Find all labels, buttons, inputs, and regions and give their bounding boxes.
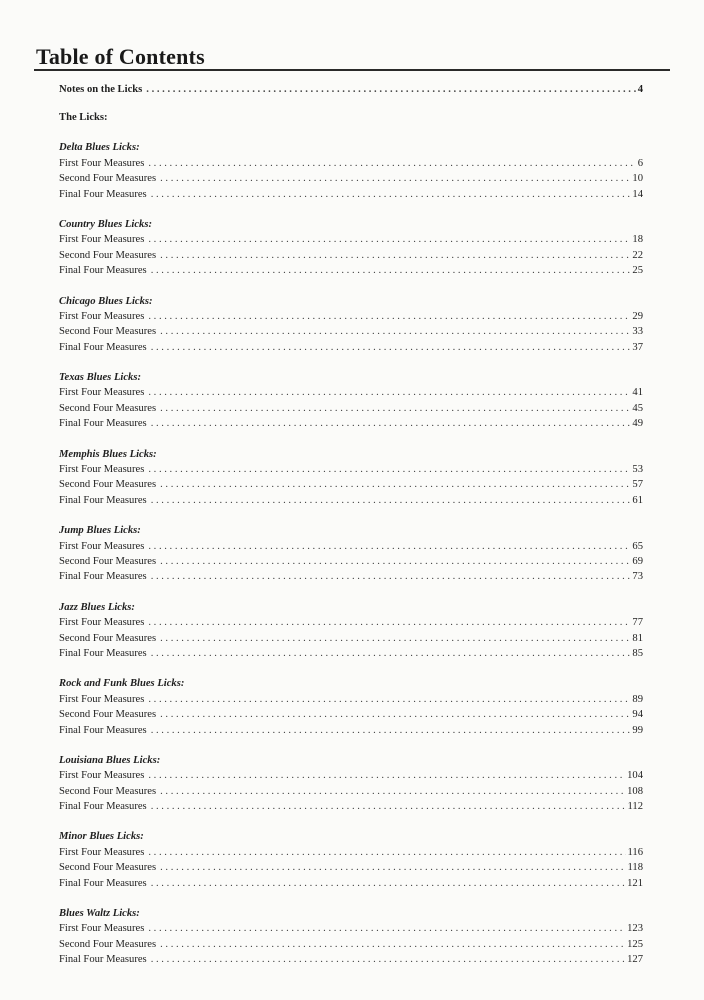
entry-label: Second Four Measures — [59, 632, 157, 644]
dot-leader — [160, 860, 625, 875]
toc-entry-notes[interactable] — [59, 82, 643, 97]
dot-leader — [151, 493, 631, 508]
toc-section — [59, 829, 643, 891]
entry-label: Second Four Measures — [59, 862, 157, 874]
entry-page: 14 — [632, 188, 643, 200]
entry-page: 127 — [627, 954, 643, 966]
entry-page: 77 — [632, 617, 643, 629]
entry-label: Second Four Measures — [59, 326, 157, 338]
toc-entry[interactable] — [59, 401, 643, 416]
entry-page: 65 — [632, 540, 643, 552]
toc-entry[interactable] — [59, 232, 643, 247]
entry-page: 37 — [632, 341, 643, 353]
entry-label: Second Four Measures — [59, 402, 157, 414]
section-heading: Minor Blues Licks: — [59, 831, 144, 843]
entry-label: Final Four Measures — [59, 724, 147, 736]
dot-leader — [151, 646, 631, 661]
entry-label: First Four Measures — [59, 693, 145, 705]
toc-entry[interactable] — [59, 615, 643, 630]
toc-section — [59, 370, 643, 432]
toc-entry[interactable] — [59, 309, 643, 324]
entry-label: Final Four Measures — [59, 188, 147, 200]
dot-leader — [151, 187, 631, 202]
entry-label: Final Four Measures — [59, 954, 147, 966]
entry-page: 10 — [632, 173, 643, 185]
toc-entry[interactable] — [59, 799, 643, 814]
toc-section — [59, 523, 643, 585]
toc-entry[interactable] — [59, 263, 643, 278]
entry-page: 112 — [627, 801, 643, 813]
toc-section — [59, 140, 643, 202]
entry-label: Final Four Measures — [59, 418, 147, 430]
section-heading: Jump Blues Licks: — [59, 525, 141, 537]
toc-entry[interactable] — [59, 845, 643, 860]
dot-leader — [148, 156, 635, 171]
entry-page: 45 — [632, 402, 643, 414]
entry-page: 61 — [632, 494, 643, 506]
dot-leader — [151, 723, 631, 738]
entry-page: 94 — [632, 709, 643, 721]
toc-entry[interactable] — [59, 937, 643, 952]
toc-entry[interactable] — [59, 248, 643, 263]
toc-entry[interactable] — [59, 860, 643, 875]
entry-label: Final Four Measures — [59, 647, 147, 659]
toc-section — [59, 217, 643, 279]
dot-leader — [148, 692, 630, 707]
section-heading: Memphis Blues Licks: — [59, 448, 157, 460]
toc-section — [59, 447, 643, 509]
entry-label: Second Four Measures — [59, 785, 157, 797]
entry-label: First Four Measures — [59, 923, 145, 935]
entry-label: Final Four Measures — [59, 877, 147, 889]
entry-label: Second Four Measures — [59, 479, 157, 491]
dot-leader — [148, 921, 625, 936]
toc-entry[interactable] — [59, 156, 643, 171]
entry-page: 99 — [632, 724, 643, 736]
entry-label: Final Four Measures — [59, 571, 147, 583]
toc-entry[interactable] — [59, 539, 643, 554]
dot-leader — [151, 569, 631, 584]
section-heading: Delta Blues Licks: — [59, 142, 140, 154]
entry-label: Second Four Measures — [59, 709, 157, 721]
entry-page: 18 — [632, 234, 643, 246]
page-title: Table of Contents — [36, 44, 205, 69]
dot-leader — [148, 232, 630, 247]
dot-leader — [148, 845, 625, 860]
toc-entry[interactable] — [59, 416, 643, 431]
toc-entry[interactable] — [59, 646, 643, 661]
entry-label: Final Four Measures — [59, 801, 147, 813]
entry-label: First Four Measures — [59, 770, 145, 782]
dot-leader — [160, 937, 625, 952]
dot-leader — [146, 82, 635, 97]
entry-label: Final Four Measures — [59, 341, 147, 353]
entry-page: 49 — [632, 418, 643, 430]
toc-entry[interactable] — [59, 554, 643, 569]
toc-entry[interactable] — [59, 385, 643, 400]
entry-label: First Four Measures — [59, 464, 145, 476]
section-heading: Rock and Funk Blues Licks: — [59, 678, 185, 690]
dot-leader — [160, 707, 630, 722]
section-heading: Texas Blues Licks: — [59, 372, 142, 384]
dot-leader — [148, 385, 630, 400]
toc-section — [59, 753, 643, 815]
entry-page: 85 — [632, 647, 643, 659]
toc-entry[interactable] — [59, 493, 643, 508]
toc-section — [59, 600, 643, 662]
section-heading: Jazz Blues Licks: — [59, 601, 135, 613]
toc-entry[interactable] — [59, 340, 643, 355]
toc-entry[interactable] — [59, 631, 643, 646]
entry-label: First Four Measures — [59, 846, 145, 858]
toc-entry[interactable] — [59, 462, 643, 477]
toc-entry[interactable] — [59, 692, 643, 707]
dot-leader — [148, 615, 630, 630]
entry-page: 81 — [632, 632, 643, 644]
dot-leader — [160, 248, 630, 263]
toc-entry[interactable] — [59, 707, 643, 722]
entry-page: 22 — [632, 249, 643, 261]
title-rule — [34, 69, 670, 71]
dot-leader — [148, 539, 630, 554]
entry-label: Second Four Measures — [59, 555, 157, 567]
entry-page: 25 — [632, 265, 643, 277]
entry-page: 89 — [632, 693, 643, 705]
dot-leader — [160, 171, 630, 186]
section-heading: Blues Waltz Licks: — [59, 908, 140, 920]
entry-page: 6 — [637, 157, 643, 169]
entry-page: 41 — [632, 387, 643, 399]
entry-page: 33 — [632, 326, 643, 338]
dot-leader — [151, 876, 625, 891]
entry-label: Second Four Measures — [59, 249, 157, 261]
dot-leader — [148, 462, 630, 477]
section-heading: Louisiana Blues Licks: — [59, 754, 161, 766]
entry-page: 118 — [627, 862, 643, 874]
dot-leader — [160, 631, 630, 646]
licks-heading: The Licks: — [59, 112, 108, 124]
toc-entry[interactable] — [59, 952, 643, 967]
entry-page: 123 — [627, 923, 643, 935]
toc-entry[interactable] — [59, 768, 643, 783]
entry-label: Final Four Measures — [59, 494, 147, 506]
entry-page: 121 — [627, 877, 643, 889]
toc-entry[interactable] — [59, 324, 643, 339]
entry-page: 116 — [627, 846, 643, 858]
entry-label: First Four Measures — [59, 310, 145, 322]
dot-leader — [151, 340, 631, 355]
dot-leader — [151, 416, 631, 431]
dot-leader — [160, 554, 630, 569]
entry-page: 4 — [637, 84, 643, 95]
entry-page: 73 — [632, 571, 643, 583]
toc-entry[interactable] — [59, 569, 643, 584]
toc-entry[interactable] — [59, 187, 643, 202]
entry-label: First Four Measures — [59, 157, 145, 169]
entry-page: 53 — [632, 464, 643, 476]
entry-page: 125 — [627, 938, 643, 950]
toc-entry[interactable] — [59, 171, 643, 186]
toc-list — [59, 80, 643, 968]
entry-label: First Four Measures — [59, 234, 145, 246]
section-heading: Country Blues Licks: — [59, 218, 153, 230]
entry-label: Final Four Measures — [59, 265, 147, 277]
entry-label: Notes on the Licks — [59, 84, 143, 95]
entry-label: First Four Measures — [59, 387, 145, 399]
section-heading: Chicago Blues Licks: — [59, 295, 153, 307]
dot-leader — [160, 324, 630, 339]
entry-label: Second Four Measures — [59, 938, 157, 950]
dot-leader — [160, 784, 625, 799]
toc-entry[interactable] — [59, 876, 643, 891]
dot-leader — [151, 799, 626, 814]
dot-leader — [160, 401, 630, 416]
dot-leader — [148, 768, 625, 783]
entry-page: 57 — [632, 479, 643, 491]
entry-page: 29 — [632, 310, 643, 322]
toc-entry[interactable] — [59, 921, 643, 936]
entry-page: 108 — [627, 785, 643, 797]
entry-label: First Four Measures — [59, 540, 145, 552]
entry-page: 104 — [627, 770, 643, 782]
entry-page: 69 — [632, 555, 643, 567]
entry-label: First Four Measures — [59, 617, 145, 629]
toc-entry[interactable] — [59, 477, 643, 492]
toc-section — [59, 294, 643, 356]
toc-section — [59, 906, 643, 968]
toc-section — [59, 676, 643, 738]
dot-leader — [151, 263, 631, 278]
dot-leader — [148, 309, 630, 324]
toc-entry[interactable] — [59, 784, 643, 799]
dot-leader — [151, 952, 625, 967]
sections — [59, 140, 643, 967]
toc-entry[interactable] — [59, 723, 643, 738]
dot-leader — [160, 477, 630, 492]
entry-label: Second Four Measures — [59, 173, 157, 185]
